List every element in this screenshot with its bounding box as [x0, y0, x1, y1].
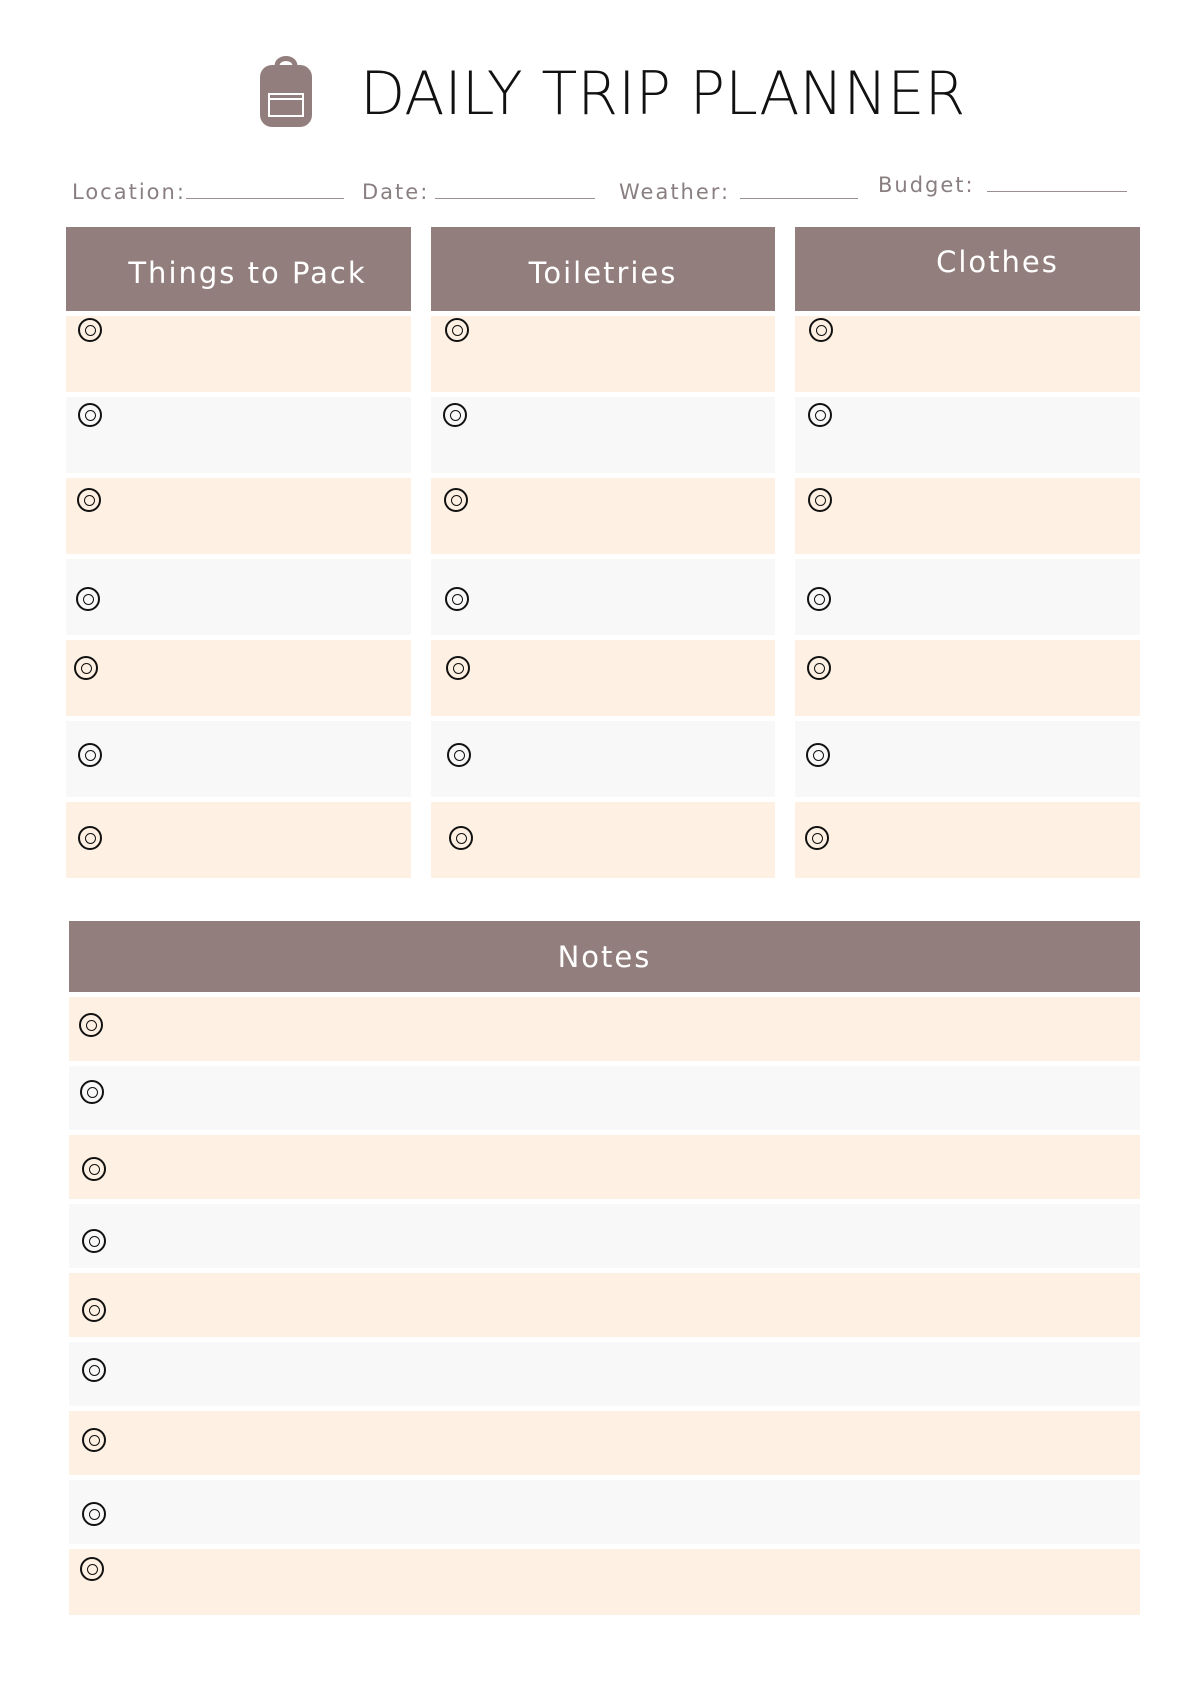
location-input-line[interactable]	[186, 197, 344, 199]
notes-header: Notes	[69, 921, 1140, 992]
note-row[interactable]	[69, 997, 1140, 1061]
clothes-item-row[interactable]	[795, 721, 1140, 797]
toiletries-item-row[interactable]	[431, 559, 775, 635]
checkbox-circle-icon[interactable]	[77, 488, 101, 512]
checkbox-circle-icon[interactable]	[82, 1428, 106, 1452]
toiletries-section	[431, 227, 775, 878]
checkbox-circle-icon[interactable]	[806, 743, 830, 767]
checkbox-circle-icon[interactable]	[80, 1080, 104, 1104]
location-label: Location:	[72, 180, 186, 204]
checkbox-circle-icon[interactable]	[82, 1229, 106, 1253]
clothes-item-row[interactable]	[795, 802, 1140, 878]
checkbox-circle-icon[interactable]	[808, 403, 832, 427]
location-field[interactable]	[72, 180, 344, 204]
checkbox-circle-icon[interactable]	[76, 587, 100, 611]
note-row[interactable]	[69, 1549, 1140, 1615]
note-row[interactable]	[69, 1480, 1140, 1544]
checkbox-circle-icon[interactable]	[445, 318, 469, 342]
title-icon-wrap	[258, 52, 314, 128]
clothes-section	[795, 227, 1140, 878]
checkbox-circle-icon[interactable]	[79, 1013, 103, 1037]
clothes-item-row[interactable]	[795, 316, 1140, 392]
backpack-icon	[258, 52, 314, 128]
weather-input-line[interactable]	[740, 197, 858, 199]
toiletries-item-row[interactable]	[431, 721, 775, 797]
pack-item-row[interactable]	[66, 316, 411, 392]
note-row[interactable]	[69, 1135, 1140, 1199]
checkbox-circle-icon[interactable]	[78, 318, 102, 342]
checkbox-circle-icon[interactable]	[447, 743, 471, 767]
note-row[interactable]	[69, 1342, 1140, 1406]
date-label: Date:	[362, 180, 430, 204]
pack-item-row[interactable]	[66, 640, 411, 716]
toiletries-item-row[interactable]	[431, 397, 775, 473]
checkbox-circle-icon[interactable]	[443, 403, 467, 427]
checkbox-circle-icon[interactable]	[809, 318, 833, 342]
toiletries-item-row[interactable]	[431, 640, 775, 716]
note-row[interactable]	[69, 1411, 1140, 1475]
note-row[interactable]	[69, 1066, 1140, 1130]
checkbox-circle-icon[interactable]	[82, 1358, 106, 1382]
pack-item-row[interactable]	[66, 397, 411, 473]
clothes-item-row[interactable]	[795, 478, 1140, 554]
clothes-item-row[interactable]	[795, 640, 1140, 716]
pack-item-row[interactable]	[66, 478, 411, 554]
checkbox-circle-icon[interactable]	[82, 1157, 106, 1181]
checkbox-circle-icon[interactable]	[807, 587, 831, 611]
date-field[interactable]	[362, 180, 595, 204]
checkbox-circle-icon[interactable]	[82, 1298, 106, 1322]
things-to-pack-header: Things to Pack	[66, 227, 411, 311]
pack-item-row[interactable]	[66, 559, 411, 635]
checkbox-circle-icon[interactable]	[80, 1557, 104, 1581]
checkbox-circle-icon[interactable]	[449, 826, 473, 850]
toiletries-header: Toiletries	[431, 227, 775, 311]
toiletries-item-row[interactable]	[431, 478, 775, 554]
checkbox-circle-icon[interactable]	[446, 656, 470, 680]
things-to-pack-section	[66, 227, 411, 878]
page-title: DAILY TRIP PLANNER	[360, 59, 966, 129]
note-row[interactable]	[69, 1204, 1140, 1268]
pack-item-row[interactable]	[66, 802, 411, 878]
notes-section	[69, 921, 1140, 1615]
clothes-item-row[interactable]	[795, 397, 1140, 473]
checkbox-circle-icon[interactable]	[82, 1502, 106, 1526]
checkbox-circle-icon[interactable]	[78, 826, 102, 850]
checkbox-circle-icon[interactable]	[807, 656, 831, 680]
checkbox-circle-icon[interactable]	[805, 826, 829, 850]
clothes-header: Clothes	[795, 227, 1140, 311]
budget-field[interactable]	[878, 173, 1127, 197]
toiletries-item-row[interactable]	[431, 316, 775, 392]
budget-label: Budget:	[878, 173, 975, 197]
checkbox-circle-icon[interactable]	[78, 743, 102, 767]
checkbox-circle-icon[interactable]	[445, 587, 469, 611]
toiletries-item-row[interactable]	[431, 802, 775, 878]
clothes-item-row[interactable]	[795, 559, 1140, 635]
date-input-line[interactable]	[435, 197, 595, 199]
note-row[interactable]	[69, 1273, 1140, 1337]
budget-input-line[interactable]	[987, 190, 1127, 192]
checkbox-circle-icon[interactable]	[808, 488, 832, 512]
weather-field[interactable]	[619, 180, 858, 204]
checkbox-circle-icon[interactable]	[74, 656, 98, 680]
weather-label: Weather:	[619, 180, 731, 204]
checkbox-circle-icon[interactable]	[78, 403, 102, 427]
pack-item-row[interactable]	[66, 721, 411, 797]
checkbox-circle-icon[interactable]	[444, 488, 468, 512]
